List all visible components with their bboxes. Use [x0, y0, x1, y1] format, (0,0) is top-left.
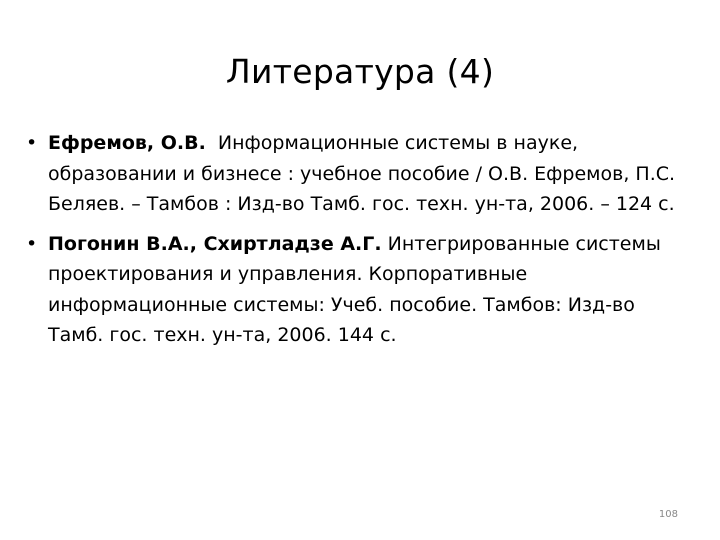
reference-authors: Погонин В.А., Схиртладзе А.Г.	[48, 232, 382, 255]
reference-text: Информационные системы в науке, образовании и бизнесе : учебное пособие / О.В. Ефремов, П.С. Беляев. – Тамбов : Изд-во Тамб. гос. техн. ун-та, 2006. – 124 с.	[48, 132, 682, 215]
slide-title: Литература (4)	[225, 52, 495, 91]
slide-number: 108	[658, 509, 678, 520]
reference-item	[22, 128, 682, 220]
reference-text: Интегрированные системы проектирования и управления. Корпоративные информационные системы: Учеб. пособие. Тамбов: Изд-во Тамб. гос. техн. ун-та, 2006. 144 с.	[48, 232, 667, 346]
reference-item	[22, 229, 682, 351]
reference-list	[22, 128, 682, 360]
bullet-icon: •	[26, 232, 38, 255]
reference-authors: Ефремов, О.В.	[48, 132, 206, 154]
bullet-icon: •	[26, 132, 38, 154]
